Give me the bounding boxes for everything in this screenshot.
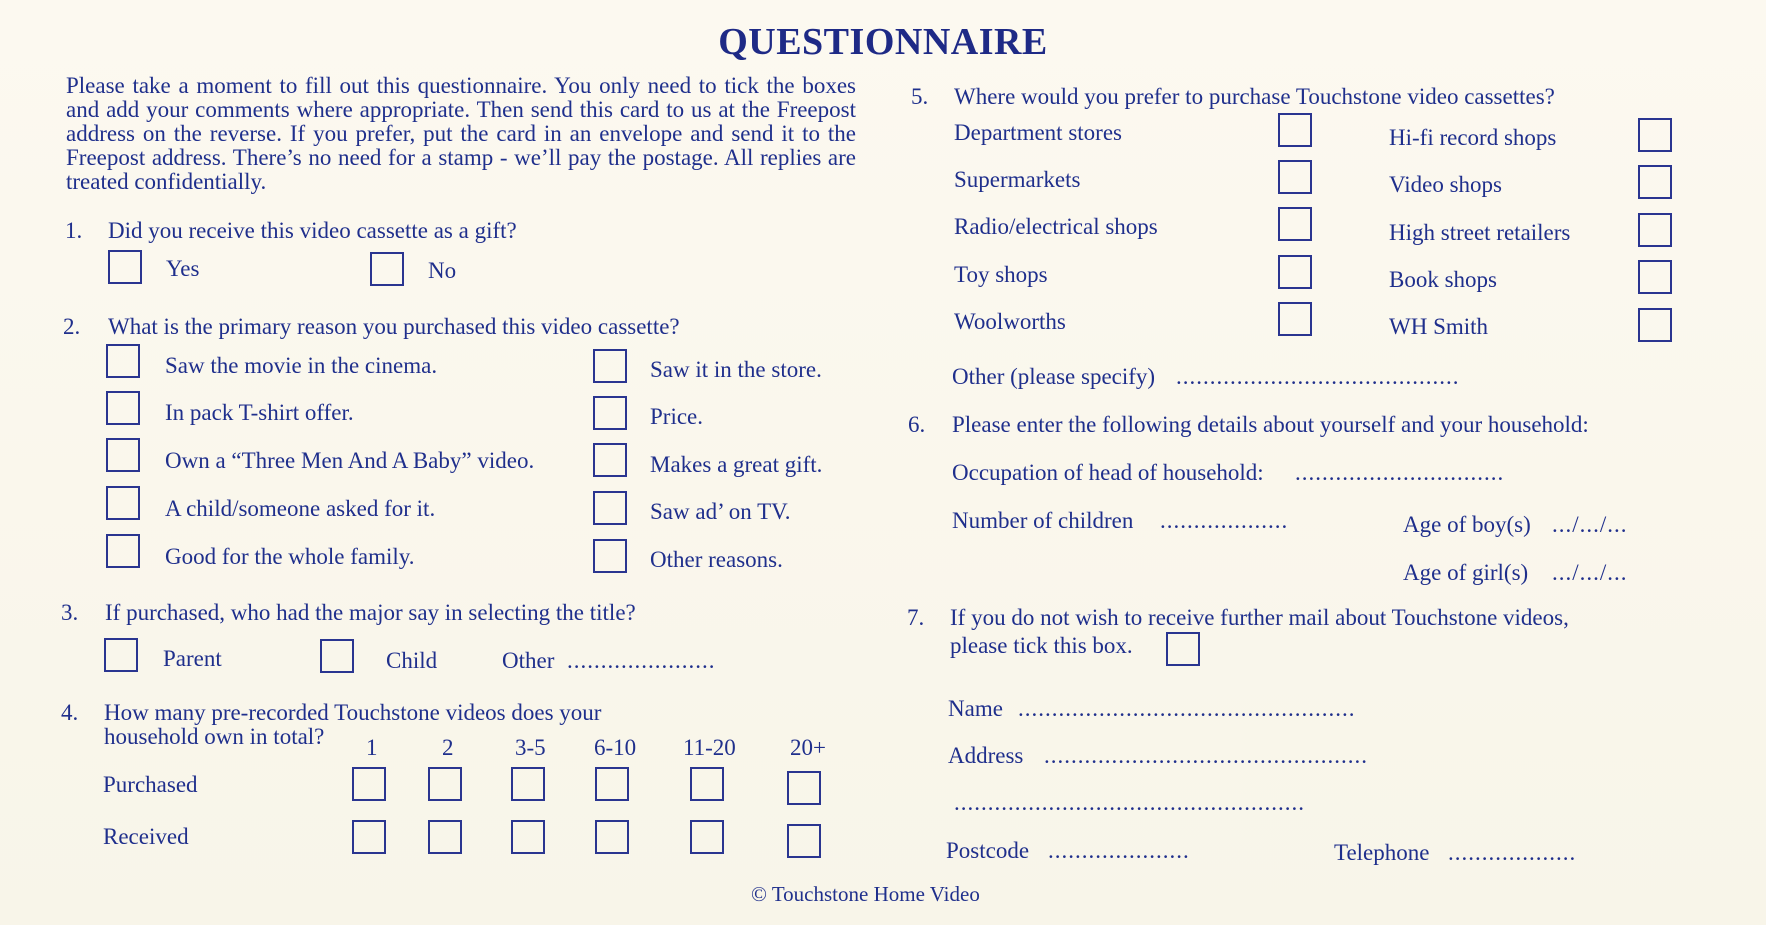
q2-question: What is the primary reason you purchased this video cassette? xyxy=(108,314,680,339)
q4-purchased-3-5-checkbox[interactable] xyxy=(511,767,545,801)
q5-other-label: Other (please specify) xyxy=(952,364,1156,389)
q1-number: 1. xyxy=(65,218,83,243)
q2-own-video-checkbox[interactable] xyxy=(106,438,140,472)
q4-question-line2: household own in total? xyxy=(104,724,325,749)
q2-gift-checkbox[interactable] xyxy=(593,443,627,477)
q4-received-11-20-checkbox[interactable] xyxy=(690,820,724,854)
q4-row-received: Received xyxy=(103,824,189,849)
q4-col-2: 2 xyxy=(442,735,454,760)
q2-child-asked-label: A child/someone asked for it. xyxy=(165,496,436,521)
q2-cinema-label: Saw the movie in the cinema. xyxy=(165,353,438,378)
q5-radio-label: Radio/electrical shops xyxy=(954,214,1158,239)
q4-number: 4. xyxy=(61,700,79,725)
q4-col-11-20: 11-20 xyxy=(683,735,736,760)
q4-received-1-checkbox[interactable] xyxy=(352,820,386,854)
q5-woolworths-label: Woolworths xyxy=(954,309,1066,334)
q5-highstreet-label: High street retailers xyxy=(1389,220,1571,245)
q3-number: 3. xyxy=(61,600,79,625)
q2-other-checkbox[interactable] xyxy=(593,539,627,573)
q5-supermarkets-checkbox[interactable] xyxy=(1278,160,1312,194)
q5-dept-checkbox[interactable] xyxy=(1278,113,1312,147)
q6-girls-label: Age of girl(s) xyxy=(1403,560,1529,585)
q2-price-label: Price. xyxy=(650,404,704,429)
q5-highstreet-checkbox[interactable] xyxy=(1638,213,1672,247)
q5-book-label: Book shops xyxy=(1389,267,1497,292)
q4-col-3-5: 3-5 xyxy=(515,735,546,760)
q2-tshirt-checkbox[interactable] xyxy=(106,391,140,425)
q5-toy-checkbox[interactable] xyxy=(1278,255,1312,289)
telephone-field[interactable]: ................... xyxy=(1448,840,1577,865)
q1-no-checkbox[interactable] xyxy=(370,252,404,286)
q6-boys-label: Age of boy(s) xyxy=(1403,512,1531,537)
q4-purchased-2-checkbox[interactable] xyxy=(428,767,462,801)
q4-question-line1: How many pre-recorded Touchstone videos does your xyxy=(104,700,602,725)
q4-received-6-10-checkbox[interactable] xyxy=(595,820,629,854)
q6-question: Please enter the following details about yourself and your household: xyxy=(952,412,1589,437)
q2-gift-label: Makes a great gift. xyxy=(650,452,823,477)
q7-line1: If you do not wish to receive further mail about Touchstone videos, xyxy=(950,605,1569,630)
q3-child-checkbox[interactable] xyxy=(320,639,354,673)
q5-woolworths-checkbox[interactable] xyxy=(1278,302,1312,336)
q4-col-1: 1 xyxy=(366,735,378,760)
q2-price-checkbox[interactable] xyxy=(593,396,627,430)
q6-number: 6. xyxy=(908,412,926,437)
name-label: Name xyxy=(948,696,1003,721)
q5-hifi-label: Hi-fi record shops xyxy=(1389,125,1557,150)
q4-col-6-10: 6-10 xyxy=(594,735,637,760)
q5-radio-checkbox[interactable] xyxy=(1278,207,1312,241)
page-title: QUESTIONNAIRE xyxy=(718,21,1048,63)
q4-purchased-1-checkbox[interactable] xyxy=(352,767,386,801)
q7-line2: please tick this box. xyxy=(950,633,1133,658)
q5-question: Where would you prefer to purchase Touchstone video cassettes? xyxy=(954,84,1555,109)
q4-col-20plus: 20+ xyxy=(790,735,826,760)
q2-cinema-checkbox[interactable] xyxy=(106,344,140,378)
q7-number: 7. xyxy=(907,605,925,630)
q3-other-label: Other xyxy=(502,648,555,673)
q1-question: Did you receive this video cassette as a gift? xyxy=(108,218,517,243)
q2-own-video-label: Own a “Three Men And A Baby” video. xyxy=(165,448,535,473)
q2-tv-ad-label: Saw ad’ on TV. xyxy=(650,499,791,524)
q5-supermarkets-label: Supermarkets xyxy=(954,167,1081,192)
q5-whsmith-checkbox[interactable] xyxy=(1638,308,1672,342)
q5-video-label: Video shops xyxy=(1389,172,1502,197)
q6-occupation-label: Occupation of head of household: xyxy=(952,460,1264,485)
q5-toy-label: Toy shops xyxy=(954,262,1048,287)
q2-store-checkbox[interactable] xyxy=(593,349,627,383)
q1-yes-checkbox[interactable] xyxy=(108,250,142,284)
q2-family-checkbox[interactable] xyxy=(106,534,140,568)
q1-yes-label: Yes xyxy=(166,256,200,281)
q3-question: If purchased, who had the major say in selecting the title? xyxy=(105,600,636,625)
q4-received-3-5-checkbox[interactable] xyxy=(511,820,545,854)
q4-purchased-11-20-checkbox[interactable] xyxy=(690,767,724,801)
q2-number: 2. xyxy=(63,314,81,339)
copyright-footer: © Touchstone Home Video xyxy=(751,882,980,906)
q2-child-asked-checkbox[interactable] xyxy=(106,486,140,520)
q2-family-label: Good for the whole family. xyxy=(165,544,415,569)
postcode-label: Postcode xyxy=(946,838,1030,863)
q2-other-label: Other reasons. xyxy=(650,547,783,572)
q3-child-label: Child xyxy=(386,648,438,673)
postcode-field[interactable]: ..................... xyxy=(1048,838,1190,863)
q3-parent-label: Parent xyxy=(163,646,222,671)
q5-book-checkbox[interactable] xyxy=(1638,260,1672,294)
q6-children-label: Number of children xyxy=(952,508,1134,533)
q5-hifi-checkbox[interactable] xyxy=(1638,118,1672,152)
q2-tv-ad-checkbox[interactable] xyxy=(593,491,627,525)
address-label: Address xyxy=(948,743,1024,768)
q6-children-field[interactable]: ................... xyxy=(1160,508,1289,533)
q4-received-2-checkbox[interactable] xyxy=(428,820,462,854)
q5-dept-label: Department stores xyxy=(954,120,1122,145)
q5-video-checkbox[interactable] xyxy=(1638,165,1672,199)
q6-occupation-field[interactable]: ............................... xyxy=(1295,460,1505,485)
q4-purchased-6-10-checkbox[interactable] xyxy=(595,767,629,801)
address-line2-field[interactable]: .................................................... xyxy=(954,790,1305,815)
q4-row-purchased: Purchased xyxy=(103,772,198,797)
q5-other-field[interactable]: .......................................... xyxy=(1176,364,1460,389)
q2-store-label: Saw it in the store. xyxy=(650,357,822,382)
q7-optout-checkbox[interactable] xyxy=(1166,632,1200,666)
telephone-label: Telephone xyxy=(1334,840,1430,865)
q5-whsmith-label: WH Smith xyxy=(1389,314,1489,339)
q6-boys-field[interactable]: .../.../... xyxy=(1552,512,1628,537)
q3-parent-checkbox[interactable] xyxy=(104,638,138,672)
name-field[interactable]: .................................................. xyxy=(1018,696,1356,721)
q6-girls-field[interactable]: .../.../... xyxy=(1552,560,1628,585)
address-field[interactable]: ................................................ xyxy=(1044,743,1368,768)
q4-received-20plus-checkbox[interactable] xyxy=(787,824,821,858)
intro-text: Please take a moment to fill out this questionnaire. You only need to tick the boxes and add your comments where appropriate. Then send this card to us at the Freepost address on the reverse. If you prefer, put the card in an envelope and send it to the Freepost address. There’s no need for a stamp - we’ll pay the postage. All replies are treated confidentially. xyxy=(66,73,856,194)
q4-purchased-20plus-checkbox[interactable] xyxy=(787,771,821,805)
q5-number: 5. xyxy=(911,84,929,109)
q1-no-label: No xyxy=(428,258,457,283)
q3-other-field[interactable]: ...................... xyxy=(567,648,716,673)
q2-tshirt-label: In pack T-shirt offer. xyxy=(165,400,354,425)
